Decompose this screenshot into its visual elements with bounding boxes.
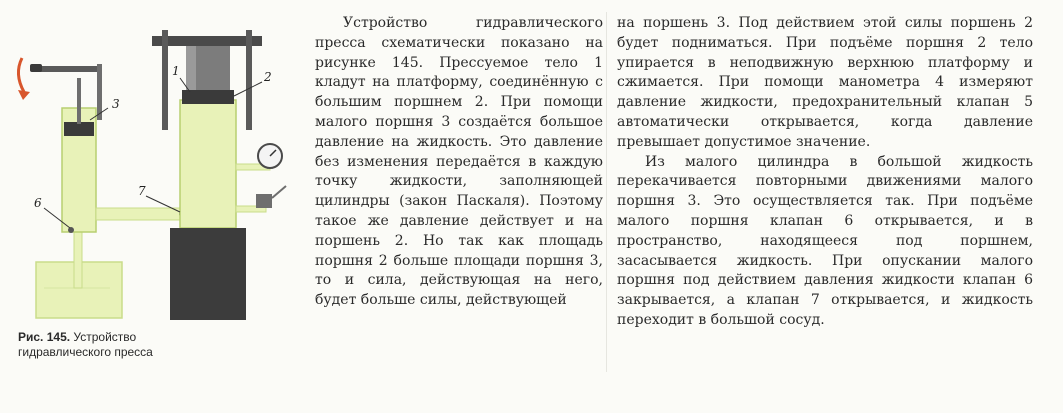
arrow-head-icon <box>18 90 30 100</box>
hydraulic-press-figure <box>0 0 305 413</box>
fixed-upper-platform <box>152 36 262 46</box>
pump-direction-arrow <box>18 58 24 92</box>
caption-number: Рис. 145. <box>18 330 71 344</box>
frame-column-left <box>162 30 168 130</box>
valve-6 <box>68 227 74 233</box>
small-piston-rod <box>77 78 81 124</box>
paragraph: Устройство гидравлического пресса схематически показано на рисунке 145. Прессуемое тело 1 кладут на платформу, соединённую с большим поршнем 2. При помощи малого поршня 3 создаётся большое давление на жидкость. Это давление без изменения передаётся в каждую точку жидкости, заполняющей цилиндры (закон Паскаля). Поэтому такое же давление действует и на поршень 2. Но так как площадь поршня 2 больше площади поршня 3, то и сила, действующая на него, будет больше силы, действующей <box>315 15 603 309</box>
paragraph: Из малого цилиндра в большой жидкость перекачивается повторными движениями малого поршня 3. Это осуществляется так. При подъёме малого поршня клапан 6 открывается, и в пространство, находящееся под поршнем, засасывается жидкость. При опускании малого поршня под действием давления жидкости клапан 6 закрывается, а клапан 7 открывается, и жидкость переходит в большой сосуд. <box>617 153 1033 328</box>
figure-label-7: 7 <box>138 184 146 198</box>
safety-valve-lever <box>272 186 286 198</box>
pump-lever <box>38 66 100 72</box>
figure-caption <box>18 330 218 360</box>
figure-label-1: 1 <box>172 64 180 78</box>
safety-valve <box>256 194 272 208</box>
column-divider <box>606 12 607 372</box>
text-column-left <box>315 14 603 311</box>
frame-column-right <box>246 30 252 130</box>
figure-label-3: 3 <box>112 97 120 111</box>
press-base <box>170 228 246 320</box>
lever-support <box>97 64 102 120</box>
pump-handle <box>30 64 42 72</box>
paragraph: на поршень 3. Под действием этой силы поршень 2 будет подниматься. При подъёме поршня 2 тело упирается в неподвижную верхнюю платформу и сжимается. При помощи манометра 4 измеряют давление жидкости, предохранительный клапан 5 автоматически открывается, когда давление превышает допустимое значение. <box>617 15 1033 150</box>
connecting-pipe <box>96 208 180 220</box>
figure-label-2: 2 <box>264 70 272 84</box>
figure-label-6: 6 <box>34 196 42 210</box>
small-piston <box>64 122 94 136</box>
text-column-right <box>617 14 1033 331</box>
pressed-body-highlight <box>186 46 196 90</box>
large-cylinder <box>180 100 236 228</box>
caption-text: Устройство гидравлического пресса <box>18 330 153 359</box>
hydraulic-press-diagram <box>0 0 305 330</box>
